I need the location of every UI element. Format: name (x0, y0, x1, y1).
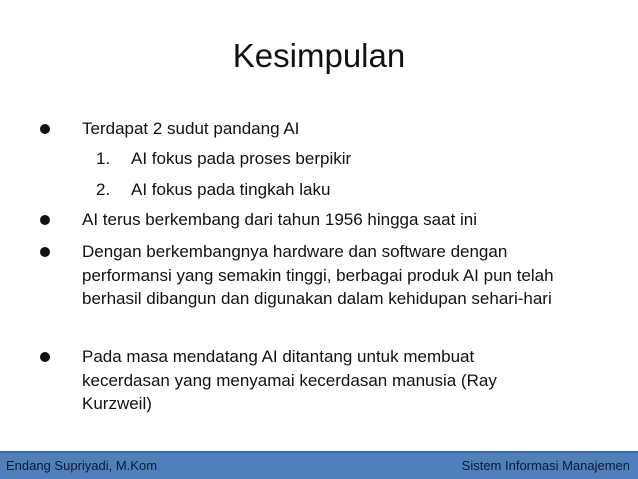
footer-author: Endang Supriyadi, M.Kom (6, 458, 158, 473)
bullet-text: Pada masa mendatang AI ditantang untuk membuat kecerdasan yang menyamai kecerdasan manusia (Ray Kurzweil) (82, 347, 497, 413)
bullet-dot-icon (40, 215, 50, 225)
bullet-text: Dengan berkembangnya hardware dan software dengan performansi yang semakin tinggi, berbagai produk AI pun telah berhasil dibangun dan digunakan dalam kehidupan sehari-hari (82, 242, 554, 308)
bullet-dot-icon (40, 247, 50, 257)
numbered-item-text: AI fokus pada tingkah laku (131, 180, 331, 199)
bullet-text: Terdapat 2 sudut pandang AI (82, 119, 300, 138)
footer-bar (0, 451, 638, 479)
slide-title: Kesimpulan (232, 37, 406, 74)
numbered-item-number: 1. (96, 149, 111, 168)
bullet-text: AI terus berkembang dari tahun 1956 hingga saat ini (82, 210, 478, 229)
bullet-dot-icon (40, 124, 50, 134)
numbered-item-text: AI fokus pada proses berpikir (131, 149, 352, 168)
bullet-dot-icon (40, 352, 50, 362)
footer-course: Sistem Informasi Manajemen (461, 458, 630, 473)
numbered-item-number: 2. (96, 180, 111, 199)
